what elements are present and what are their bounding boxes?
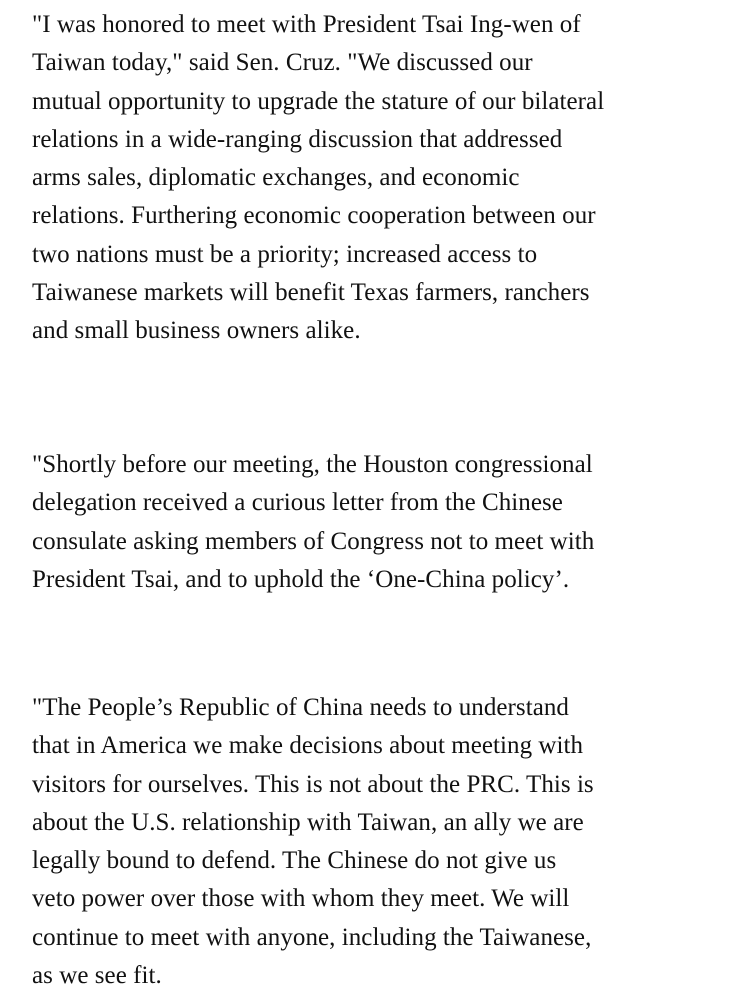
text-line: as we see fit.: [32, 962, 162, 990]
text-line: arms sales, diplomatic exchanges, and economic: [32, 164, 520, 192]
text-line: delegation received a curious letter from the Chinese: [32, 489, 563, 517]
text-line: continue to meet with anyone, including the Taiwanese,: [32, 923, 592, 951]
text-line: and small business owners alike.: [32, 317, 361, 345]
text-line: legally bound to defend. The Chinese do not give us: [32, 847, 557, 875]
text-line: visitors for ourselves. This is not about the PRC. This is: [32, 770, 594, 798]
statement-paragraph-1: [32, 6, 732, 351]
text-line: relations. Furthering economic cooperation between our: [32, 202, 596, 230]
text-line: "The People’s Republic of China needs to understand: [32, 694, 569, 721]
text-line: veto power over those with whom they meet. We will: [32, 885, 570, 913]
statement-paragraph-3: [32, 689, 732, 995]
text-line: relations in a wide-ranging discussion that addressed: [32, 125, 563, 153]
text-line: mutual opportunity to upgrade the stature of our bilateral: [32, 87, 605, 115]
text-line: "Shortly before our meeting, the Houston congressional: [32, 451, 593, 478]
text-line: "I was honored to meet with President Tsai Ing-wen of: [32, 11, 581, 38]
text-line: Taiwanese markets will benefit Texas farmers, ranchers: [32, 279, 590, 307]
text-line: about the U.S. relationship with Taiwan, an ally we are: [32, 808, 584, 836]
text-line: two nations must be a priority; increased access to: [32, 240, 538, 268]
statement-paragraph-2: [32, 446, 732, 599]
text-line: that in America we make decisions about meeting with: [32, 732, 584, 760]
text-line: President Tsai, and to uphold the ‘One-China policy’.: [32, 565, 570, 593]
text-line: consulate asking members of Congress not to meet with: [32, 527, 595, 555]
text-line: Taiwan today," said Sen. Cruz. "We discussed our: [32, 49, 533, 77]
